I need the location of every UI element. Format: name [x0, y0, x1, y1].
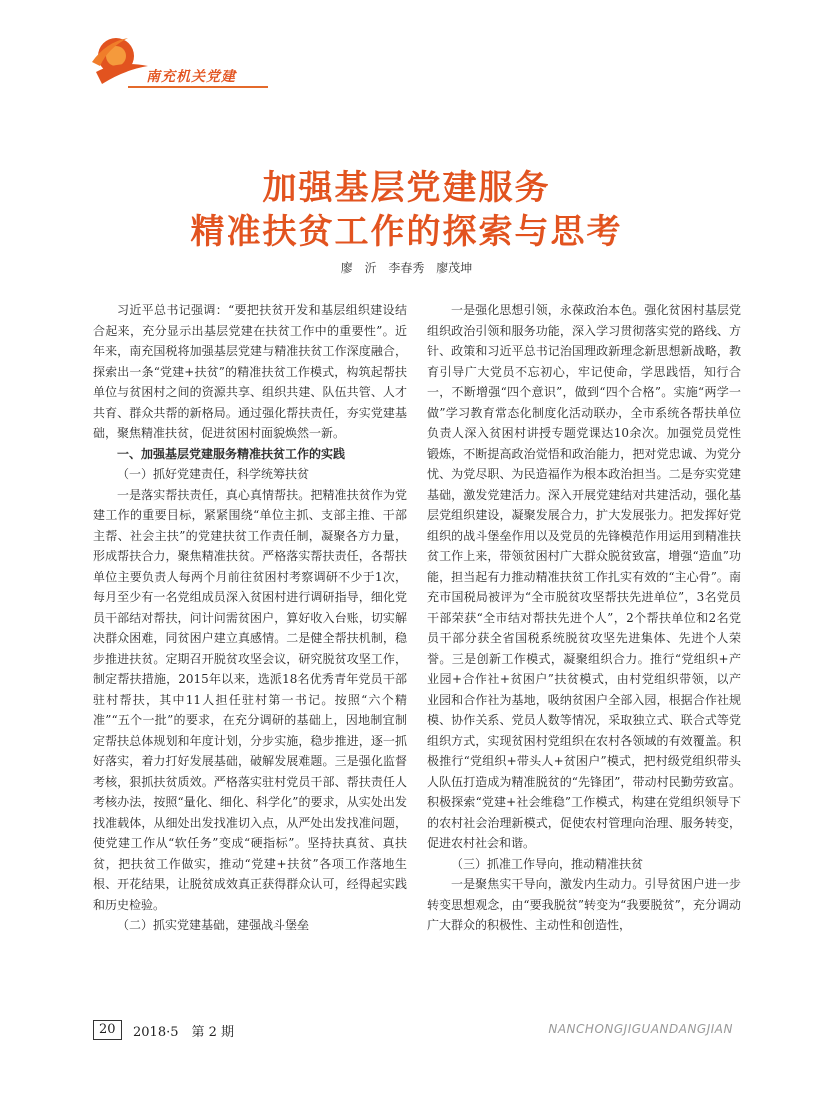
left-column: [93, 300, 407, 936]
right-column: [427, 300, 741, 936]
intro-paragraph: 习近平总书记强调：“要把扶贫开发和基层组织建设结合起来，充分显示出基层党建在扶贫工作中的重要性”。近年来，南充国税将加强基层党建与精准扶贫工作深度融合，探索出一条“党建+扶贫”的精准扶贫工作模式，构筑起帮扶单位与贫困村之间的资源共享、组织共建、队伍共管、人才共育、群众共帮的新格局。通过强化帮扶责任，夯实党建基础，聚焦精准扶贫，促进贫困村面貌焕然一新。: [93, 303, 407, 440]
subsection-heading: （三）抓准工作导向，推动精准扶贫: [451, 856, 644, 871]
body-paragraph: 一是聚焦实干导向，激发内生动力。引导贫困户进一步转变思想观念，由“要我脱贫”转变为“我要脱贫”，充分调动广大群众的积极性、主动性和创造性，: [427, 877, 741, 932]
subsection-heading: （一）抓好党建责任，科学统筹扶贫: [117, 467, 310, 481]
journal-logo: [88, 32, 268, 90]
issue-info: 2018·5 第 2 期: [133, 1025, 235, 1040]
body-paragraph: 一是强化思想引领，永葆政治本色。强化贫困村基层党组织政治引领和服务功能，深入学习贯彻落实党的路线、方针、政策和习近平总书记治国理政新理念新思想新战略，教育引导广大党员不忘初心，牢记使命，学思践悟，知行合一，不断增强“四个意识”，做到“四个合格”。实施“两学一做”学习教育常态化制度化活动联办，全市系统各帮扶单位负责人深入贫困村讲授专题党课达10余次。加强党员党性锻炼，不断提高政治觉悟和政治能力，把对党忠诚、为党分忧、为党尽职、为民造福作为根本政治担当。二是夯实党建基础，激发党建活力。深入开展党建结对共建活动，强化基层党组织建设，凝聚发展合力，扩大发展张力。把发挥好党组织的战斗堡垒作用以及党员的先锋模范作用运用到精准扶贫工作上来，带领贫困村广大群众脱贫致富，增强“造血”功能，担当起有力推动精准扶贫工作扎实有效的“主心骨”。南充市国税局被评为“全市脱贫攻坚帮扶先进单位”，3名党员干部荣获“全市结对帮扶先进个人”，2个帮扶单位和2名党员干部分获全省国税系统脱贫攻坚先进集体、先进个人荣誉。三是创新工作模式，凝聚组织合力。推行“党组织+产业园+合作社+贫困户”扶贫模式，由村党组织带领，以产业园和合作社为基地，吸纳贫困户全部入园，根据合作社规模、协作关系、党员人数等情况，采取独立式、联合式等党组织方式，实现贫困村党组织在农村各领域的有效覆盖。积极推行“党组织+带头人+贫困户”模式，把村级党组织带头人队伍打造成为精准脱贫的“先锋团”，带动村民勤劳致富。积极探索“党建+社会维稳”工作模式，构建在党组织领导下的农村社会治理新模式，促使农村管理向治理、服务转变，促进农村社会和谐。: [427, 303, 741, 850]
section-heading: 一、加强基层党建服务精准扶贫工作的实践: [117, 446, 346, 461]
journal-name-pinyin: NANCHONGJIGUANDANGJIAN: [548, 1022, 733, 1036]
page-footer: [93, 1020, 733, 1042]
article-authors: 廖 沂 李春秀 廖茂坤: [340, 261, 473, 275]
journal-name: 南充机关党建: [146, 69, 236, 85]
article-title-line2: 精准扶贫工作的探索与思考: [190, 212, 623, 252]
page-number: 20: [93, 1020, 122, 1040]
subsection-heading: （二）抓实党建基础，建强战斗堡垒: [117, 918, 310, 932]
body-paragraph: 一是落实帮扶责任，真心真情帮扶。把精准扶贫作为党建工作的重要目标，紧紧围绕“单位主抓、支部主推、干部主帮、社会主扶”的党建扶贫工作责任制，凝聚各方力量，形成帮扶合力，聚焦精准扶贫。严格落实帮扶责任，各帮扶单位主要负责人每两个月前往贫困村考察调研不少于1次，每月至少有一名党组成员深入贫困村进行调研指导，细化党员干部结对帮扶，问计问需贫困户，算好收入台账，切实解决群众困难，同贫困户建立真感情。二是健全帮扶机制，稳步推进扶贫。定期召开脱贫攻坚会议，研究脱贫攻坚工作，制定帮扶措施，2015年以来，选派18名优秀青年党员干部驻村帮扶，其中11人担任驻村第一书记。按照“六个精准”“五个一批”的要求，在充分调研的基础上，因地制宜制定帮扶总体规划和年度计划，分步实施，稳步推进，逐一抓好落实，着力打好发展基础，破解发展难题。三是强化监督考核，狠抓扶贫质效。严格落实驻村党员干部、帮扶责任人考核办法，按照“量化、细化、科学化”的要求，从实处出发找准载体，从细处出发找准切入点，从严处出发找准问题，使党建工作从“软任务”变成“硬指标”。坚持扶真贫、真扶贫，把扶贫工作做实，推动“党建+扶贫”各项工作落地生根、开花结果，让脱贫成效真正获得群众认可，经得起实践和历史检验。: [93, 487, 407, 912]
party-emblem-icon: [88, 32, 150, 90]
logo-underline: [128, 86, 268, 88]
article-title-line1: 加强基层党建服务: [262, 168, 551, 208]
